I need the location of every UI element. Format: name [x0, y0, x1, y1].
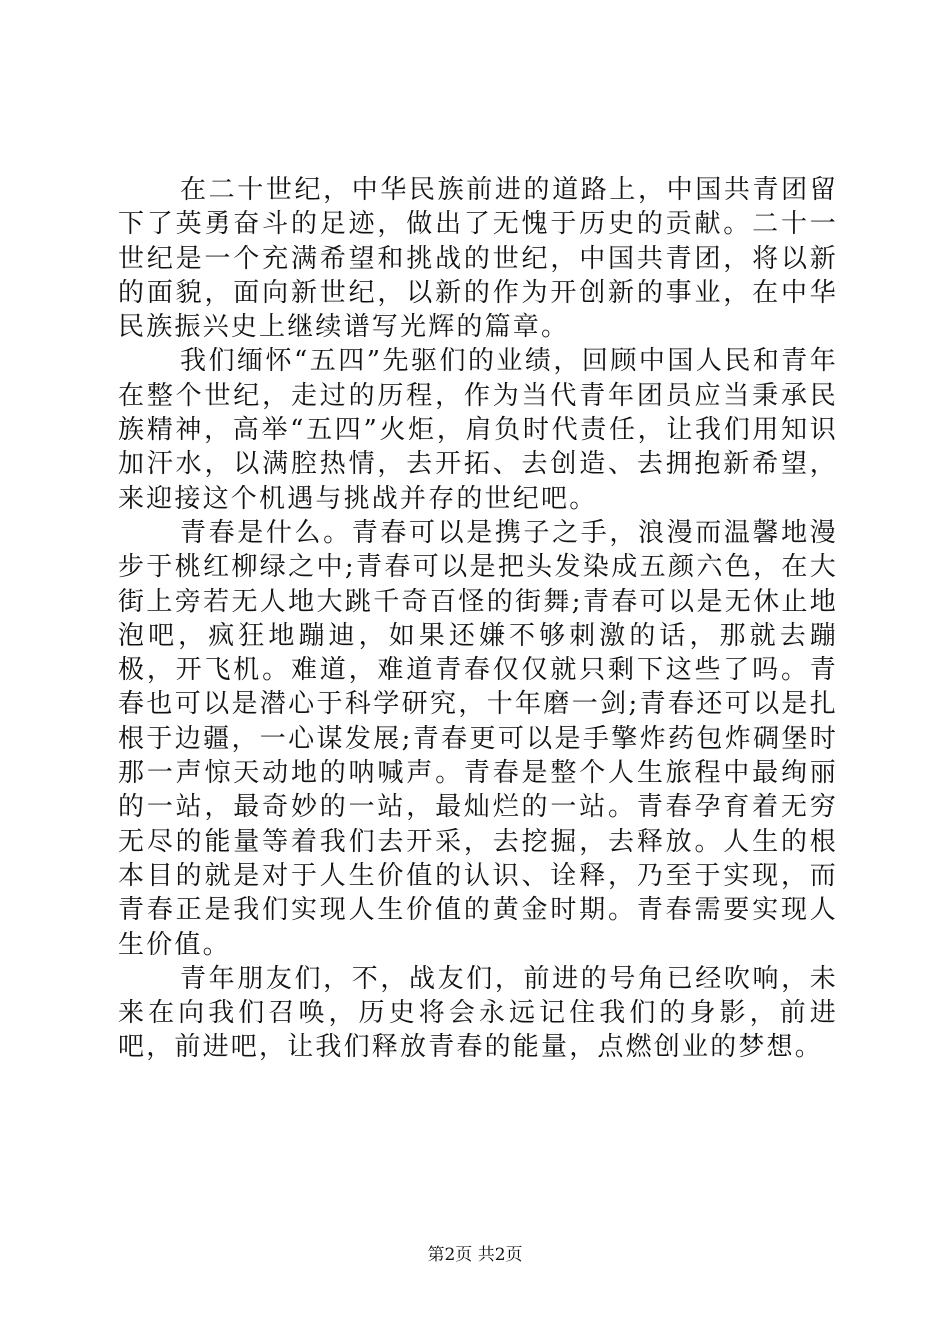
page-footer [0, 1243, 950, 1267]
paragraph-2: 我们缅怀“五四”先驱们的业绩，回顾中国人民和青年在整个世纪，走过的历程，作为当代青年团员应当秉承民族精神，高举“五四”火炬，肩负时代责任，让我们用知识加汗水，以满腔热情，去开拓、去创造、去拥抱新希望，来迎接这个机遇与挑战并存的世纪吧。 [118, 346, 838, 514]
document-body [118, 173, 838, 1065]
paragraph-1: 在二十世纪，中华民族前进的道路上，中国共青团留下了英勇奋斗的足迹，做出了无愧于历史的贡献。二十一世纪是一个充满希望和挑战的世纪，中国共青团，将以新的面貌，面向新世纪，以新的作为开创新的事业，在中华民族振兴史上继续谱写光辉的篇章。 [118, 175, 838, 343]
page-number: 第2页 共2页 [427, 1245, 523, 1265]
paragraph-4: 青年朋友们，不，战友们，前进的号角已经吹响，未来在向我们召唤，历史将会永远记住我们的身影，前进吧，前进吧，让我们释放青春的能量，点燃创业的梦想。 [118, 963, 838, 1063]
paragraph-3: 青春是什么。青春可以是携子之手，浪漫而温馨地漫步于桃红柳绿之中;青春可以是把头发染成五颜六色，在大街上旁若无人地大跳千奇百怪的街舞;青春可以是无休止地泡吧，疯狂地蹦迪，如果还嫌不够刺激的话，那就去蹦极，开飞机。难道，难道青春仅仅就只剩下这些了吗。青春也可以是潜心于科学研究，十年磨一剑;青春还可以是扎根于边疆，一心谋发展;青春更可以是手擎炸药包炸碉堡时那一声惊天动地的呐喊声。青春是整个人生旅程中最绚丽的一站，最奇妙的一站，最灿烂的一站。青春孕育着无穷无尽的能量等着我们去开采，去挖掘，去释放。人生的根本目的就是对于人生价值的认识、诠释，乃至于实现，而青春正是我们实现人生价值的黄金时期。青春需要实现人生价值。 [118, 517, 838, 960]
